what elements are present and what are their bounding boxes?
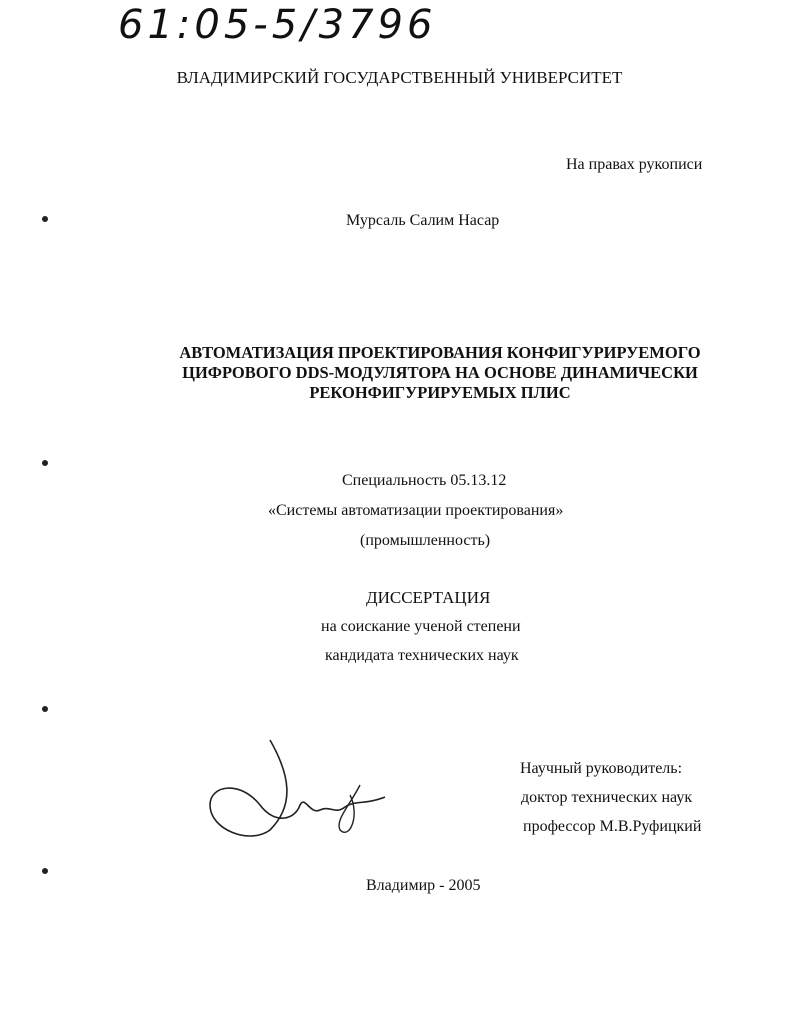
specialty-name: «Системы автоматизации проектирования» — [268, 502, 564, 519]
document-type: ДИССЕРТАЦИЯ — [366, 588, 491, 607]
dissertation-title — [150, 343, 730, 403]
supervisor-degree: доктор технических наук — [521, 789, 693, 806]
scan-hole-mark — [42, 706, 48, 712]
scan-hole-mark — [42, 216, 48, 222]
specialty-code: Специальность 05.13.12 — [342, 472, 507, 489]
handwritten-archive-number: 61:05-5/3796 — [118, 2, 437, 48]
manuscript-note: На правах рукописи — [566, 156, 703, 173]
supervisor-name: профессор М.В.Руфицкий — [523, 818, 702, 835]
specialty-branch: (промышленность) — [360, 532, 491, 549]
scan-hole-mark — [42, 460, 48, 466]
title-line: АВТОМАТИЗАЦИЯ ПРОЕКТИРОВАНИЯ КОНФИГУРИРУЕМОГО — [179, 343, 701, 362]
signature — [200, 735, 400, 845]
supervisor-label: Научный руководитель: — [520, 760, 683, 777]
scan-hole-mark — [42, 868, 48, 874]
title-line: РЕКОНФИГУРИРУЕМЫХ ПЛИС — [309, 383, 571, 402]
university-name: ВЛАДИМИРСКИЙ ГОСУДАРСТВЕННЫЙ УНИВЕРСИТЕТ — [176, 68, 623, 87]
city-year: Владимир - 2005 — [366, 877, 481, 894]
degree-line-2: кандидата технических наук — [325, 647, 519, 664]
degree-line-1: на соискание ученой степени — [321, 618, 521, 635]
title-line: ЦИФРОВОГО DDS-МОДУЛЯТОРА НА ОСНОВЕ ДИНАМИЧЕСКИ — [182, 363, 698, 382]
author-name: Мурсаль Салим Насар — [346, 212, 500, 229]
